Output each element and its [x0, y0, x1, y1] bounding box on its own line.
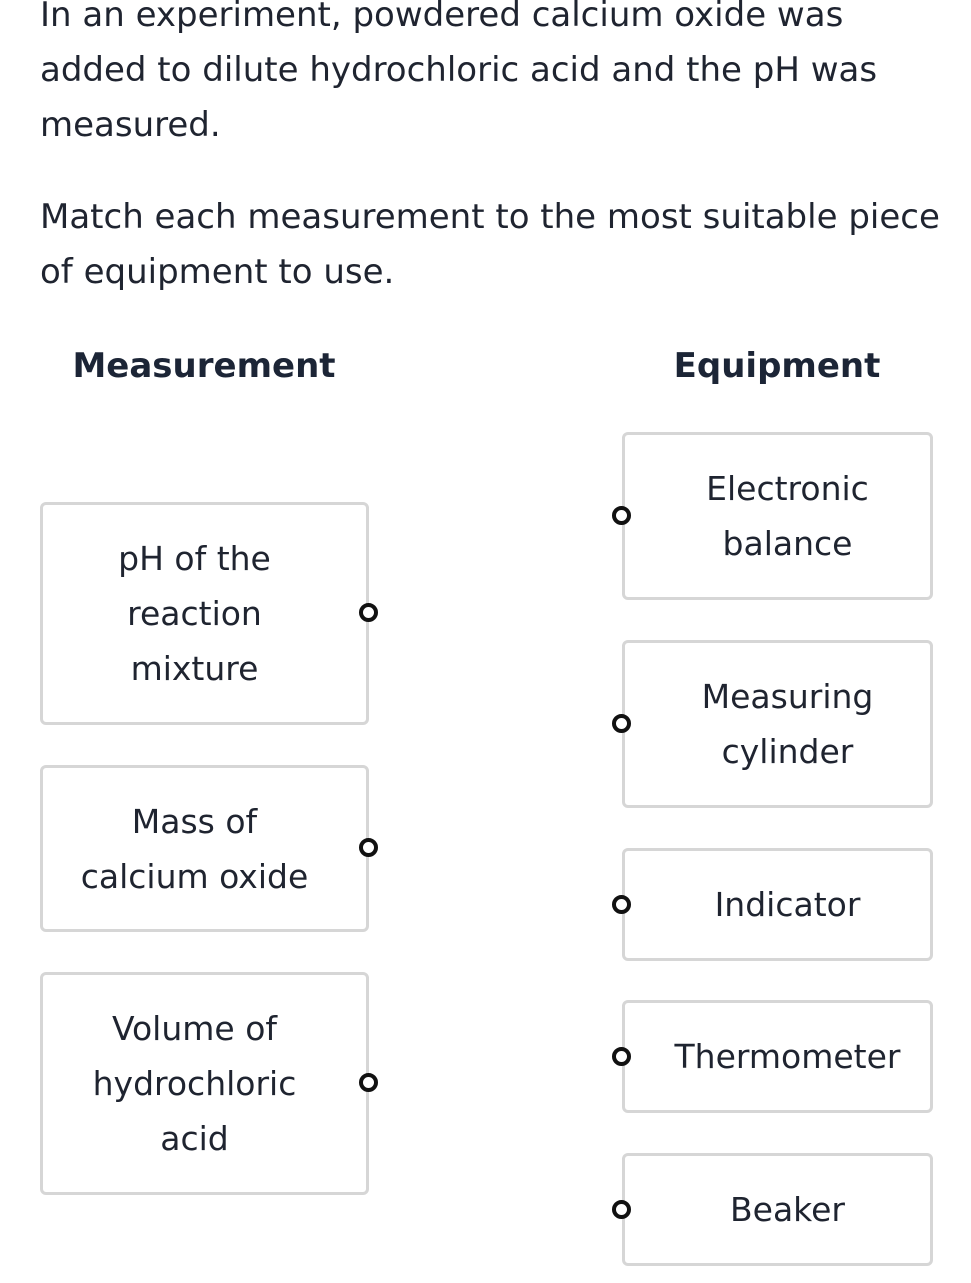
equipment-card-measuring-cylinder[interactable] — [622, 640, 933, 808]
question-instruction-text: Match each measurement to the most suitable piece of equipment to use. — [40, 197, 940, 292]
equipment-column-heading: Equipment — [673, 346, 881, 386]
equipment-card-label: Electronic balance — [706, 469, 869, 563]
equipment-connector-handle-measuring-cylinder[interactable] — [612, 714, 631, 733]
equipment-card-thermometer[interactable] — [622, 1000, 933, 1113]
equipment-card-indicator[interactable] — [622, 848, 933, 961]
measurement-card-volume[interactable] — [40, 972, 369, 1195]
measurement-column-heading: Measurement — [72, 346, 336, 386]
equipment-card-label: Thermometer — [674, 1037, 901, 1076]
measurement-card-ph[interactable] — [40, 502, 369, 725]
measurement-card-label: Volume of hydrochloric acid — [92, 1009, 297, 1158]
equipment-connector-handle-beaker[interactable] — [612, 1200, 631, 1219]
measurement-connector-handle-volume[interactable] — [359, 1073, 378, 1092]
equipment-card-beaker[interactable] — [622, 1153, 933, 1266]
measurement-connector-handle-ph[interactable] — [359, 603, 378, 622]
measurement-card-label: pH of the reaction mixture — [118, 539, 271, 688]
question-intro-text: In an experiment, powdered calcium oxide was added to dilute hydrochloric acid and the pH was measured. — [40, 0, 878, 145]
measurement-card-mass[interactable] — [40, 765, 369, 932]
equipment-card-label: Beaker — [730, 1190, 845, 1229]
equipment-card-label: Measuring cylinder — [701, 677, 874, 771]
equipment-card-electronic-balance[interactable] — [622, 432, 933, 600]
equipment-connector-handle-electronic-balance[interactable] — [612, 506, 631, 525]
equipment-card-label: Indicator — [714, 885, 861, 924]
equipment-connector-handle-indicator[interactable] — [612, 895, 631, 914]
equipment-connector-handle-thermometer[interactable] — [612, 1047, 631, 1066]
measurement-card-label: Mass of calcium oxide — [80, 801, 309, 896]
measurement-connector-handle-mass[interactable] — [359, 838, 378, 857]
